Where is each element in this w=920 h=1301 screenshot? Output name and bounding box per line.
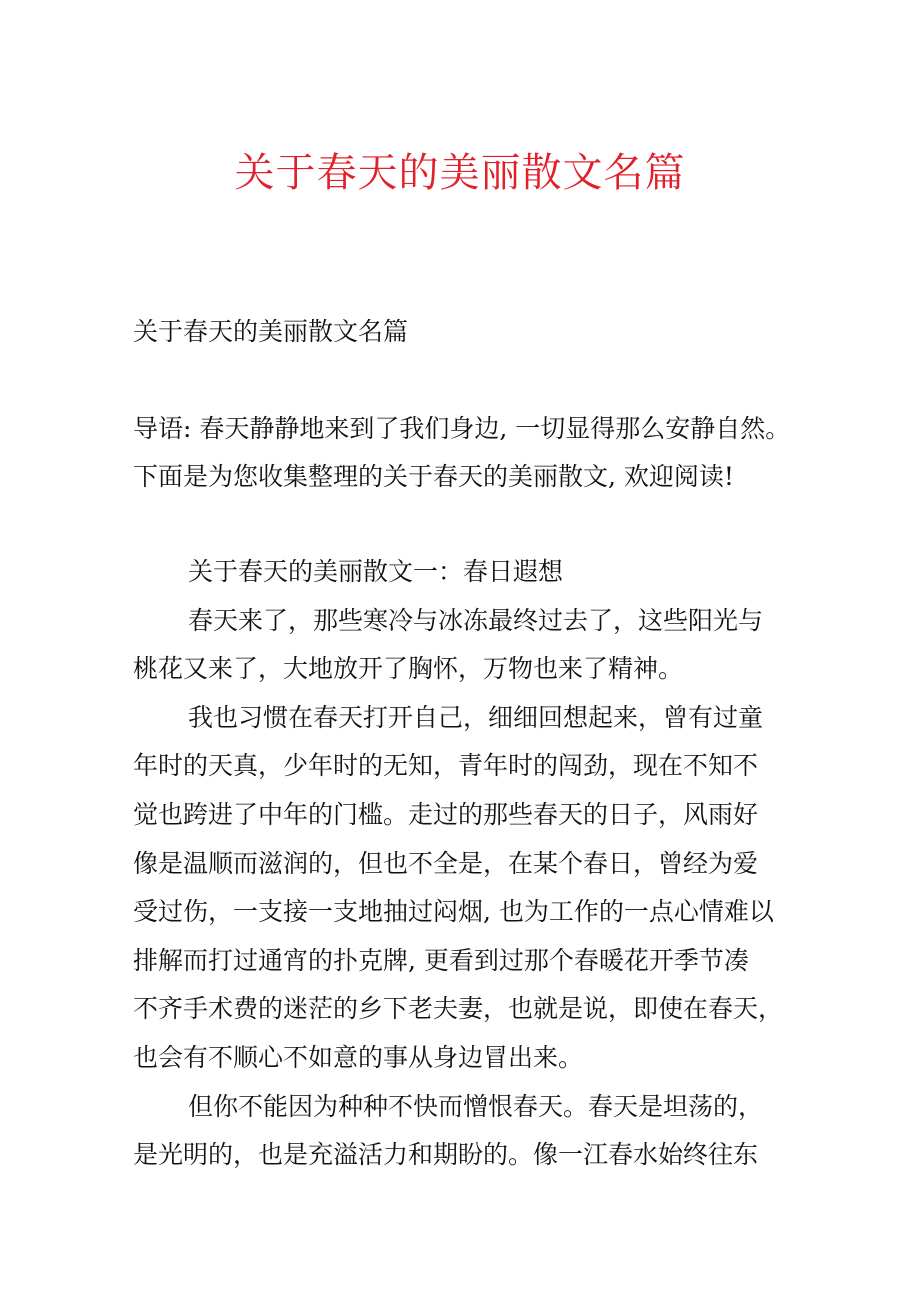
body-line: 关于春天的美丽散文一：春日遐想 bbox=[188, 557, 564, 586]
article-body bbox=[133, 548, 813, 1180]
body-line: 排解而打过通宵的扑克牌, 更看到过那个春暖花开季节凑 bbox=[133, 945, 749, 975]
document-subtitle: 关于春天的美丽散文名篇 bbox=[133, 317, 409, 346]
document-title: 关于春天的美丽散文名篇 bbox=[234, 150, 686, 196]
body-line: 春天来了，那些寒冷与冰冻最终过去了，这些阳光与 bbox=[188, 605, 764, 635]
intro-line: 导语: 春天静静地来到了我们身边, 一切显得那么安静自然。 bbox=[133, 414, 791, 443]
intro-paragraph bbox=[133, 405, 833, 501]
body-line: 受过伤，一支接一支地抽过闷烟, 也为工作的一点心情难以 bbox=[133, 897, 774, 927]
body-line: 是光明的，也是充溢活力和期盼的。像一江春水始终往东 bbox=[133, 1140, 759, 1170]
body-line: 像是温顺而滋润的，但也不全是，在某个春日，曾经为爱 bbox=[133, 848, 759, 878]
body-line: 但你不能因为种种不快而憎恨春天。春天是坦荡的， bbox=[188, 1091, 764, 1121]
body-line: 也会有不顺心不如意的事从身边冒出来。 bbox=[133, 1042, 584, 1072]
body-line: 年时的天真，少年时的无知，青年时的闯劲，现在不知不 bbox=[133, 751, 759, 781]
body-line: 不齐手术费的迷茫的乡下老夫妻，也就是说，即使在春天， bbox=[133, 994, 784, 1024]
body-line: 觉也跨进了中年的门槛。走过的那些春天的日子，风雨好 bbox=[133, 799, 759, 829]
intro-line: 下面是为您收集整理的关于春天的美丽散文, 欢迎阅读! bbox=[133, 462, 734, 491]
body-line: 桃花又来了，大地放开了胸怀，万物也来了精神。 bbox=[133, 654, 684, 684]
body-line: 我也习惯在春天打开自己，细细回想起来，曾有过童 bbox=[188, 702, 764, 732]
